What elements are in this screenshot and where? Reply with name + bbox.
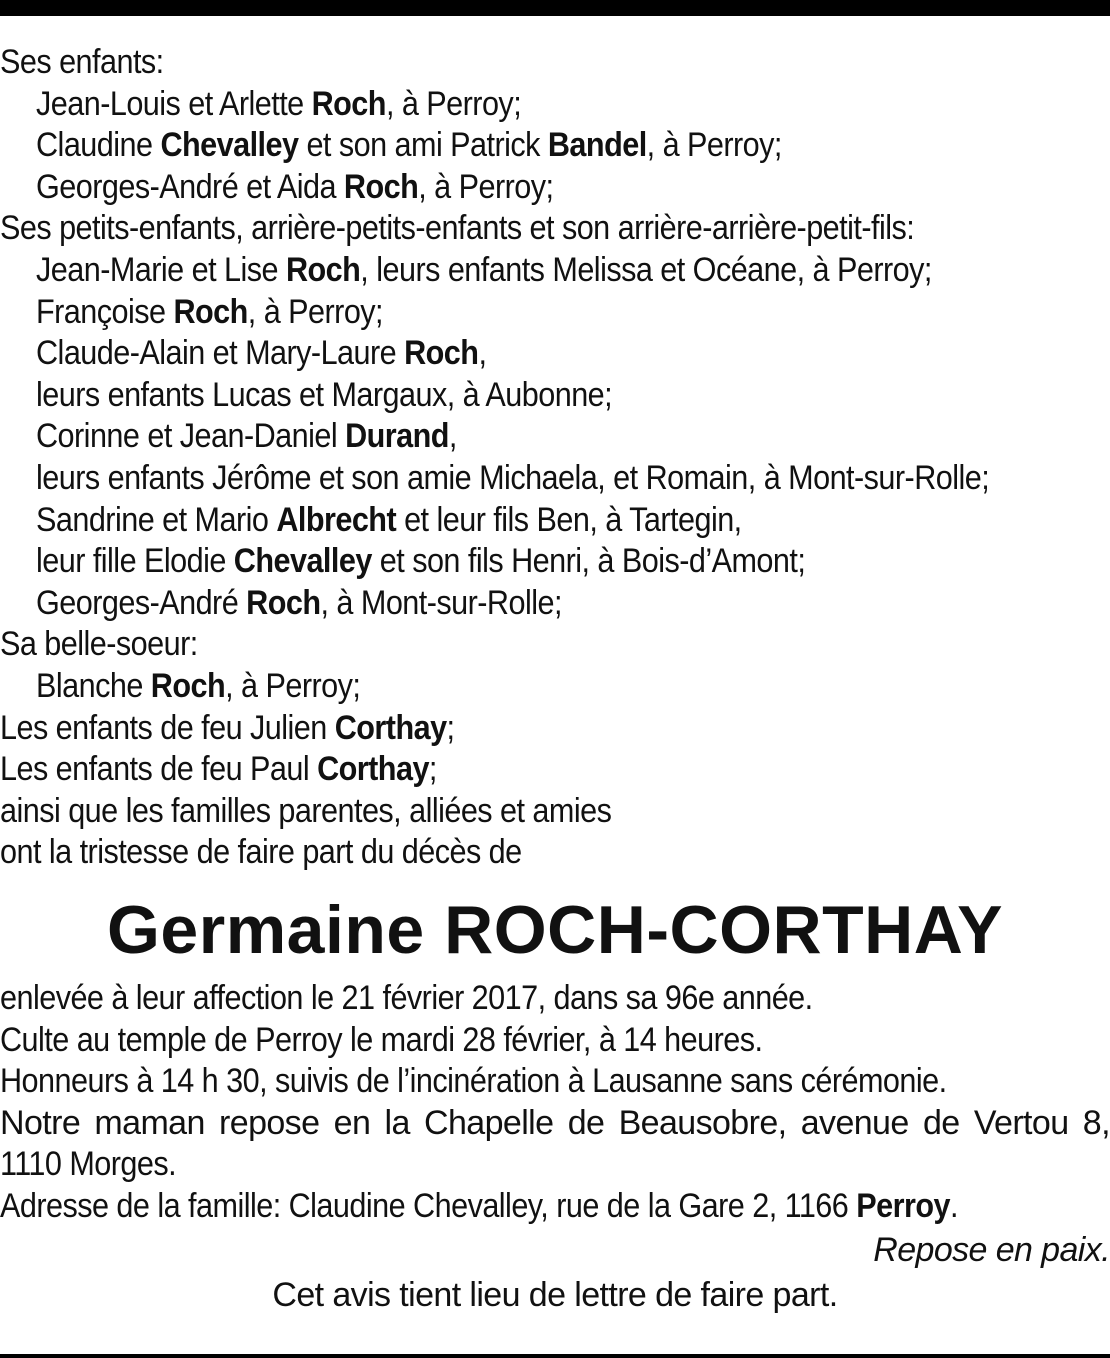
sister-in-law-line: Blanche Roch, à Perroy; bbox=[36, 666, 361, 705]
family-address: Adresse de la famille: Claudine Chevalley, rue de la Gare 2, 1166 Perroy. bbox=[0, 1186, 958, 1225]
child-line: Georges-André et Aida Roch, à Perroy; bbox=[36, 167, 554, 206]
grandchild-line: Jean-Marie et Lise Roch, leurs enfants Melissa et Océane, à Perroy; bbox=[36, 250, 932, 289]
family-list bbox=[0, 42, 999, 874]
others-line: Les enfants de feu Julien Corthay; bbox=[0, 708, 455, 747]
deceased-name: Germaine ROCH-CORTHAY bbox=[107, 892, 1003, 968]
grandchild-line: leurs enfants Jérôme et son amie Michaela, et Romain, à Mont-sur-Rolle; bbox=[36, 458, 990, 497]
notice-statement: Cet avis tient lieu de lettre de faire part. bbox=[272, 1275, 838, 1314]
details-line: Honneurs à 14 h 30, suivis de l’incinération à Lausanne sans cérémonie. bbox=[0, 1062, 947, 1101]
grandchild-line: Claude-Alain et Mary-Laure Roch, bbox=[36, 334, 487, 373]
notice-details bbox=[0, 978, 1110, 1318]
grandchild-line: Françoise Roch, à Perroy; bbox=[36, 292, 384, 331]
child-line: Claudine Chevalley et son ami Patrick Bandel, à Perroy; bbox=[36, 126, 782, 165]
details-line: enlevée à leur affection le 21 février 2017, dans sa 96e année. bbox=[0, 979, 813, 1017]
top-rule bbox=[0, 0, 1110, 16]
others-line: Les enfants de feu Paul Corthay; bbox=[0, 750, 437, 789]
details-line: 1110 Morges. bbox=[0, 1145, 177, 1184]
grandchild-line: Corinne et Jean-Daniel Durand, bbox=[36, 417, 457, 456]
rest-in-peace: Repose en paix. bbox=[873, 1230, 1110, 1269]
grandchild-line: Georges-André Roch, à Mont-sur-Rolle; bbox=[36, 583, 562, 622]
details-line: Culte au temple de Perroy le mardi 28 février, à 14 heures. bbox=[0, 1020, 763, 1059]
details-line-justified: Notre maman repose en la Chapelle de Beausobre, avenue de Vertou 8, bbox=[0, 1103, 1110, 1142]
sister-in-law-heading: Sa belle-soeur: bbox=[0, 625, 198, 664]
grandchild-line: leurs enfants Lucas et Margaux, à Aubonne; bbox=[36, 375, 613, 414]
grandchild-line: Sandrine et Mario Albrecht et leur fils Ben, à Tartegin, bbox=[36, 500, 742, 539]
others-line: ont la tristesse de faire part du décès de bbox=[0, 833, 522, 872]
grandchildren-heading: Ses petits-enfants, arrière-petits-enfants et son arrière-arrière-petit-fils: bbox=[0, 209, 915, 248]
grandchild-line: leur fille Elodie Chevalley et son fils Henri, à Bois-d’Amont; bbox=[36, 542, 806, 581]
others-line: ainsi que les familles parentes, alliées et amies bbox=[0, 791, 612, 830]
child-line: Jean-Louis et Arlette Roch, à Perroy; bbox=[36, 84, 522, 123]
bottom-rule bbox=[0, 1354, 1110, 1358]
children-heading: Ses enfants: bbox=[0, 43, 164, 81]
